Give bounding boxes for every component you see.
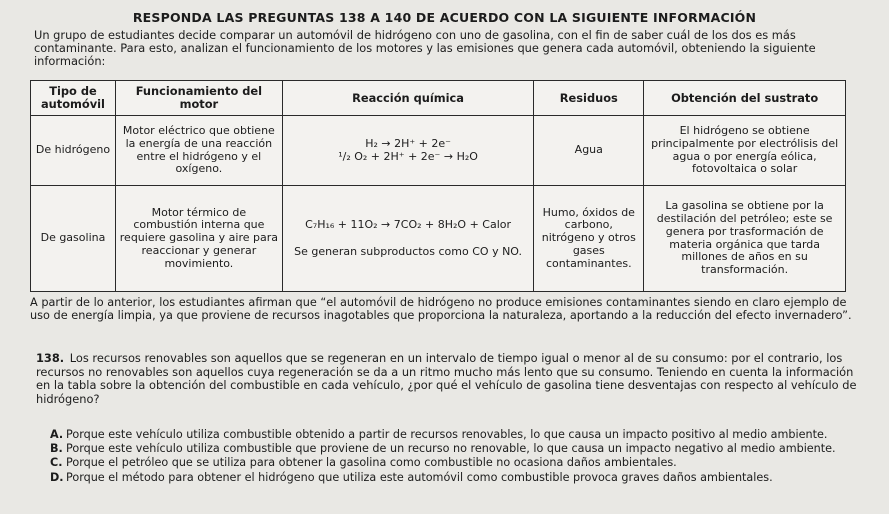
header-obtencion: Obtención del sustrato <box>644 81 846 116</box>
cell-tipo: De gasolina <box>31 186 116 292</box>
option-text: Porque el método para obtener el hidrógeno que utiliza este automóvil como combustible provoca graves daños ambientales. <box>66 470 773 484</box>
reaction-line-2: ¹/₂ O₂ + 2H⁺ + 2e⁻ → H₂O <box>338 149 478 163</box>
option-letter: A. <box>50 428 64 441</box>
cell-obtencion: La gasolina se obtiene por la destilación del petróleo; este se genera por trasformación de materia orgánica que tarda millones de años en su transformación. <box>644 186 846 292</box>
cell-tipo: De hidrógeno <box>31 116 116 186</box>
cell-funcionamiento: Motor térmico de combustión interna que requiere gasolina y aire para reaccionar y generar movimiento. <box>115 186 282 292</box>
cell-obtencion: El hidrógeno se obtiene principalmente por electrólisis del agua o por energía eólica, fotovoltaica o solar <box>644 116 846 186</box>
table-row <box>31 116 846 186</box>
table-header-row <box>31 81 846 116</box>
option-b[interactable] <box>50 442 865 456</box>
option-letter: B. <box>50 442 63 456</box>
intro-paragraph: Un grupo de estudiantes decide comparar un automóvil de hidrógeno con uno de gasolina, con el fin de saber cuál de los dos es más contaminante. Para esto, analizan el funcionamiento de los motores y las emisiones que genera cada automóvil, obteniendo la siguiente información: <box>34 28 816 68</box>
option-letter: C. <box>50 456 63 470</box>
answer-options <box>50 428 865 485</box>
option-text: Porque este vehículo utiliza combustible obtenido a partir de recursos renovables, lo que causa un impacto positivo al medio ambiente. <box>66 428 828 441</box>
option-c[interactable] <box>50 456 865 470</box>
header-tipo: Tipo de automóvil <box>31 81 116 116</box>
question-text: Los recursos renovables son aquellos que se regeneran en un intervalo de tiempo igual o menor al de su consumo: por el contrario, los recursos no renovables son aquellos cuya regeneración se da a un ritmo mucho más lento que su consumo. Teniendo en cuenta la información en la tabla sobre la obtención del combustible en cada vehículo, ¿por qué el vehículo de gasolina tiene desventajas con respecto al vehículo de hidrógeno? <box>36 351 857 406</box>
cell-reaccion <box>282 186 534 292</box>
cell-reaccion <box>282 116 534 186</box>
question-number: 138. <box>36 351 65 365</box>
table-row <box>31 186 846 292</box>
reaction-line-2: Se generan subproductos como CO y NO. <box>294 244 523 258</box>
comparison-table <box>30 80 846 292</box>
option-text: Porque el petróleo que se utiliza para obtener la gasolina como combustible no ocasiona daños ambientales. <box>66 456 677 470</box>
section-heading: RESPONDA LAS PREGUNTAS 138 A 140 DE ACUERDO CON LA SIGUIENTE INFORMACIÓN <box>132 10 757 25</box>
cell-funcionamiento: Motor eléctrico que obtiene la energía de una reacción entre el hidrógeno y el oxígeno. <box>115 116 282 186</box>
header-reaccion: Reacción química <box>282 81 534 116</box>
cell-residuos: Agua <box>534 116 644 186</box>
conclusion-paragraph: A partir de lo anterior, los estudiantes afirman que “el automóvil de hidrógeno no produce emisiones contaminantes siendo en claro ejemplo de uso de energía limpia, ya que proviene de recursos inagotables que proporciona la naturaleza, aportando a la reducción del efecto invernadero”. <box>30 296 852 322</box>
option-d[interactable] <box>50 471 865 485</box>
question-138 <box>36 352 861 406</box>
reaction-line-1: H₂ → 2H⁺ + 2e⁻ <box>365 136 451 150</box>
header-funcionamiento: Funcionamiento del motor <box>115 81 282 116</box>
option-a[interactable] <box>50 428 865 442</box>
option-text: Porque este vehículo utiliza combustible que proviene de un recurso no renovable, lo que causa un impacto negativo al medio ambiente. <box>66 442 836 456</box>
cell-residuos: Humo, óxidos de carbono, nitrógeno y otros gases contaminantes. <box>534 186 644 292</box>
header-residuos: Residuos <box>534 81 644 116</box>
reaction-line-1: C₇H₁₆ + 11O₂ → 7CO₂ + 8H₂O + Calor <box>305 217 512 231</box>
option-letter: D. <box>50 470 64 484</box>
